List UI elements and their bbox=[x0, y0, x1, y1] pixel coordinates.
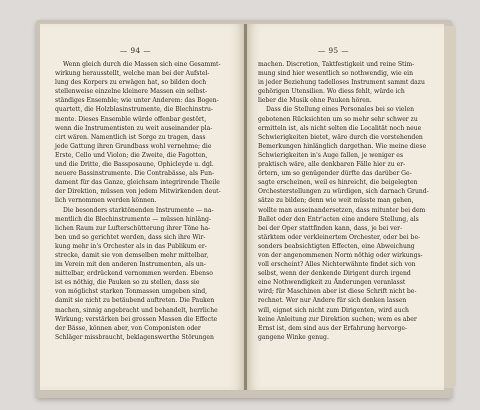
text-line: Erste, Cello und Violon; die Zweite, die Fagotten, bbox=[55, 151, 208, 159]
text-line: mente. Dieses Ensemble würde offenbar gestört, bbox=[55, 115, 207, 123]
text-line: machen, sinnig angebracht und behandelt, herrliche bbox=[55, 306, 218, 314]
text-line: bei der Oper stattfinden kann, dass, je bei ver- bbox=[258, 224, 403, 232]
text-line: voll erscheint? Alles Nichterwähnte findet sich von bbox=[258, 261, 416, 269]
text-line: strecke, damit sie von demselben mehr mittelbar, bbox=[55, 251, 209, 259]
text-line: Wirkung; verstärken bei grossen Massen die Effecte bbox=[55, 315, 218, 323]
text-line: mentlich die Blechinstrumente — müssen hinläng- bbox=[55, 215, 212, 223]
text-line: quartett, die Holzblasinstrumente, die Blechinstru- bbox=[55, 106, 213, 114]
text-line: wirkung herausstellt, welche man bei der Aufstel- bbox=[55, 70, 210, 78]
text-line: kung mehr in's Orchester als in das Publikum er- bbox=[55, 242, 207, 250]
text-line: Wenn gleich durch die Massen sich eine Gesammt- bbox=[63, 61, 221, 68]
text-line: eine Nothwendigkeit zu Änderungen veranlasst bbox=[258, 279, 406, 287]
text-line: stärktem oder verkleinertem Orchester, oder bei be- bbox=[258, 233, 421, 241]
left-page-text bbox=[55, 60, 233, 342]
text-line: sonders beabsichtigten Effecten, eine Abweichung bbox=[258, 242, 415, 250]
text-line: wenn die Instrumentisten zu weit auseinander pla- bbox=[55, 124, 213, 132]
text-line: in jeder Beziehung tadelloses Instrument sammt dazu bbox=[258, 79, 425, 87]
text-line: praktisch wäre, alle denkbaren Fälle hier zu er- bbox=[258, 161, 406, 169]
text-line: lich vernommen werden können. bbox=[55, 197, 157, 205]
text-line: lung des Korpers zu erwägen hat, so bilden doch bbox=[55, 79, 207, 87]
text-line: neuere Bassinstrumente. Die Contrabässe, als Fun- bbox=[55, 170, 215, 178]
text-line: gangene Winke genug. bbox=[258, 333, 329, 341]
text-line: lichen Raum zur Lufterschütterung ihrer Töne ha- bbox=[55, 224, 211, 232]
right-page-number: — 95 — bbox=[318, 46, 350, 55]
text-line: machen. Discretion, Taktfestigkeit und reine Stim- bbox=[258, 61, 415, 68]
text-line: ständiges Ensemble; wie unter Anderem: das Bogen- bbox=[55, 97, 219, 105]
text-line: will, eignet sich nicht zum Dirigenten, wird auch bbox=[258, 306, 409, 314]
text-line: von der angenommenen Norm nöthig oder wirkungs- bbox=[258, 251, 423, 259]
text-line: Ernst ist, dem sind aus der Erfahrung hervorge- bbox=[258, 324, 408, 332]
text-line: mung sind hier wesentlich so nothwendig, wie ein bbox=[258, 70, 413, 78]
book-gutter bbox=[244, 24, 247, 390]
text-line: Orchesterstellungen zu würdigen, sich darnach Grund- bbox=[258, 188, 429, 196]
text-line: sagte erscheinen, weil es hinreicht, die beigelegten bbox=[258, 179, 418, 187]
text-line: Ballet oder den Entr'acten eine andere Stellung, als bbox=[258, 215, 419, 223]
page-edges bbox=[442, 26, 456, 388]
left-page-number: — 94 — bbox=[120, 46, 152, 55]
text-line: Schläger missbraucht, beklagenswerthe Störungen bbox=[55, 333, 214, 341]
text-line: Schwierigkeiten bietet, wäre durch die vorstehenden bbox=[258, 133, 423, 141]
text-line: jede Gattung ihren Grundbass wohl vernehme; die bbox=[55, 142, 212, 150]
text-line: Schwierigkeiten in's Auge fallen, je weniger es bbox=[258, 151, 404, 159]
text-line: ist es nöthig, die Pauken so zu stellen, dass sie bbox=[55, 279, 200, 287]
text-line: Die besonders starktönenden Instrumente — na- bbox=[63, 206, 214, 214]
text-line: gehörigen Utensilien. Wo diess fehlt, würde ich bbox=[258, 88, 405, 96]
text-line: wollte man auseinandersetzen, dass mitunter bei dem bbox=[258, 206, 426, 214]
text-line: damit sie nicht zu betäubend auftreten. Die Pauken bbox=[55, 297, 215, 305]
text-line: ermitteln ist, als nicht selten die Localität noch neue bbox=[258, 124, 422, 132]
text-line: gebotenen Rücksichten um so mehr sehr schwer zu bbox=[258, 115, 418, 123]
text-line: Dass die Stellung eines Personales bei so vielen bbox=[266, 106, 414, 114]
text-line: stellenweise einzelne kleinere Massen ein selbst- bbox=[55, 88, 208, 96]
text-line: örtern, um so genügender dürfte das darüber Ge- bbox=[258, 170, 412, 178]
text-line: selbst, wenn der denkende Dirigent durch irgend bbox=[258, 270, 411, 278]
text-line: lieber die Musik ohne Pauken hören. bbox=[258, 97, 372, 105]
text-line: und die Dritte, die Bassposaune, Ophicleyde u. dgl. bbox=[55, 161, 214, 169]
text-line: keine Anleitung zur Direktion suchen; wem es aber bbox=[258, 315, 417, 323]
text-line: der Bässe, können aber, von Componisten oder bbox=[55, 324, 201, 332]
text-line: sätze zu bilden; denn wie weit müsste man gehen, bbox=[258, 197, 414, 205]
text-line: von möglichst starken Tonmassen umgeben sind, bbox=[55, 288, 208, 296]
text-line: der Direktion, müssen von jedem Mitwirkenden deut- bbox=[55, 188, 221, 196]
text-line: rechnet. Wer nur Andere für sich denken lassen bbox=[258, 297, 407, 305]
text-line: dament für das Ganze, gleichsam integrirende Theile bbox=[55, 179, 220, 187]
text-line: cirt wären. Namentlich ist Sorge zu tragen, dass bbox=[55, 133, 206, 141]
text-line: im Verein mit den anderen Instrumenten, als un- bbox=[55, 261, 206, 269]
text-line: wird; für Maschinen aber ist diese Schrift nicht be- bbox=[258, 288, 417, 296]
text-line: ben und so gerichtet werden, dass sich ihre Wir- bbox=[55, 233, 206, 241]
text-line: Bemerkungen hinlänglich dargethan. Wie meine diese bbox=[258, 142, 427, 150]
right-page-text bbox=[258, 60, 434, 342]
text-line: mittelbar, erdrückend vernommen werden. Ebenso bbox=[55, 270, 213, 278]
